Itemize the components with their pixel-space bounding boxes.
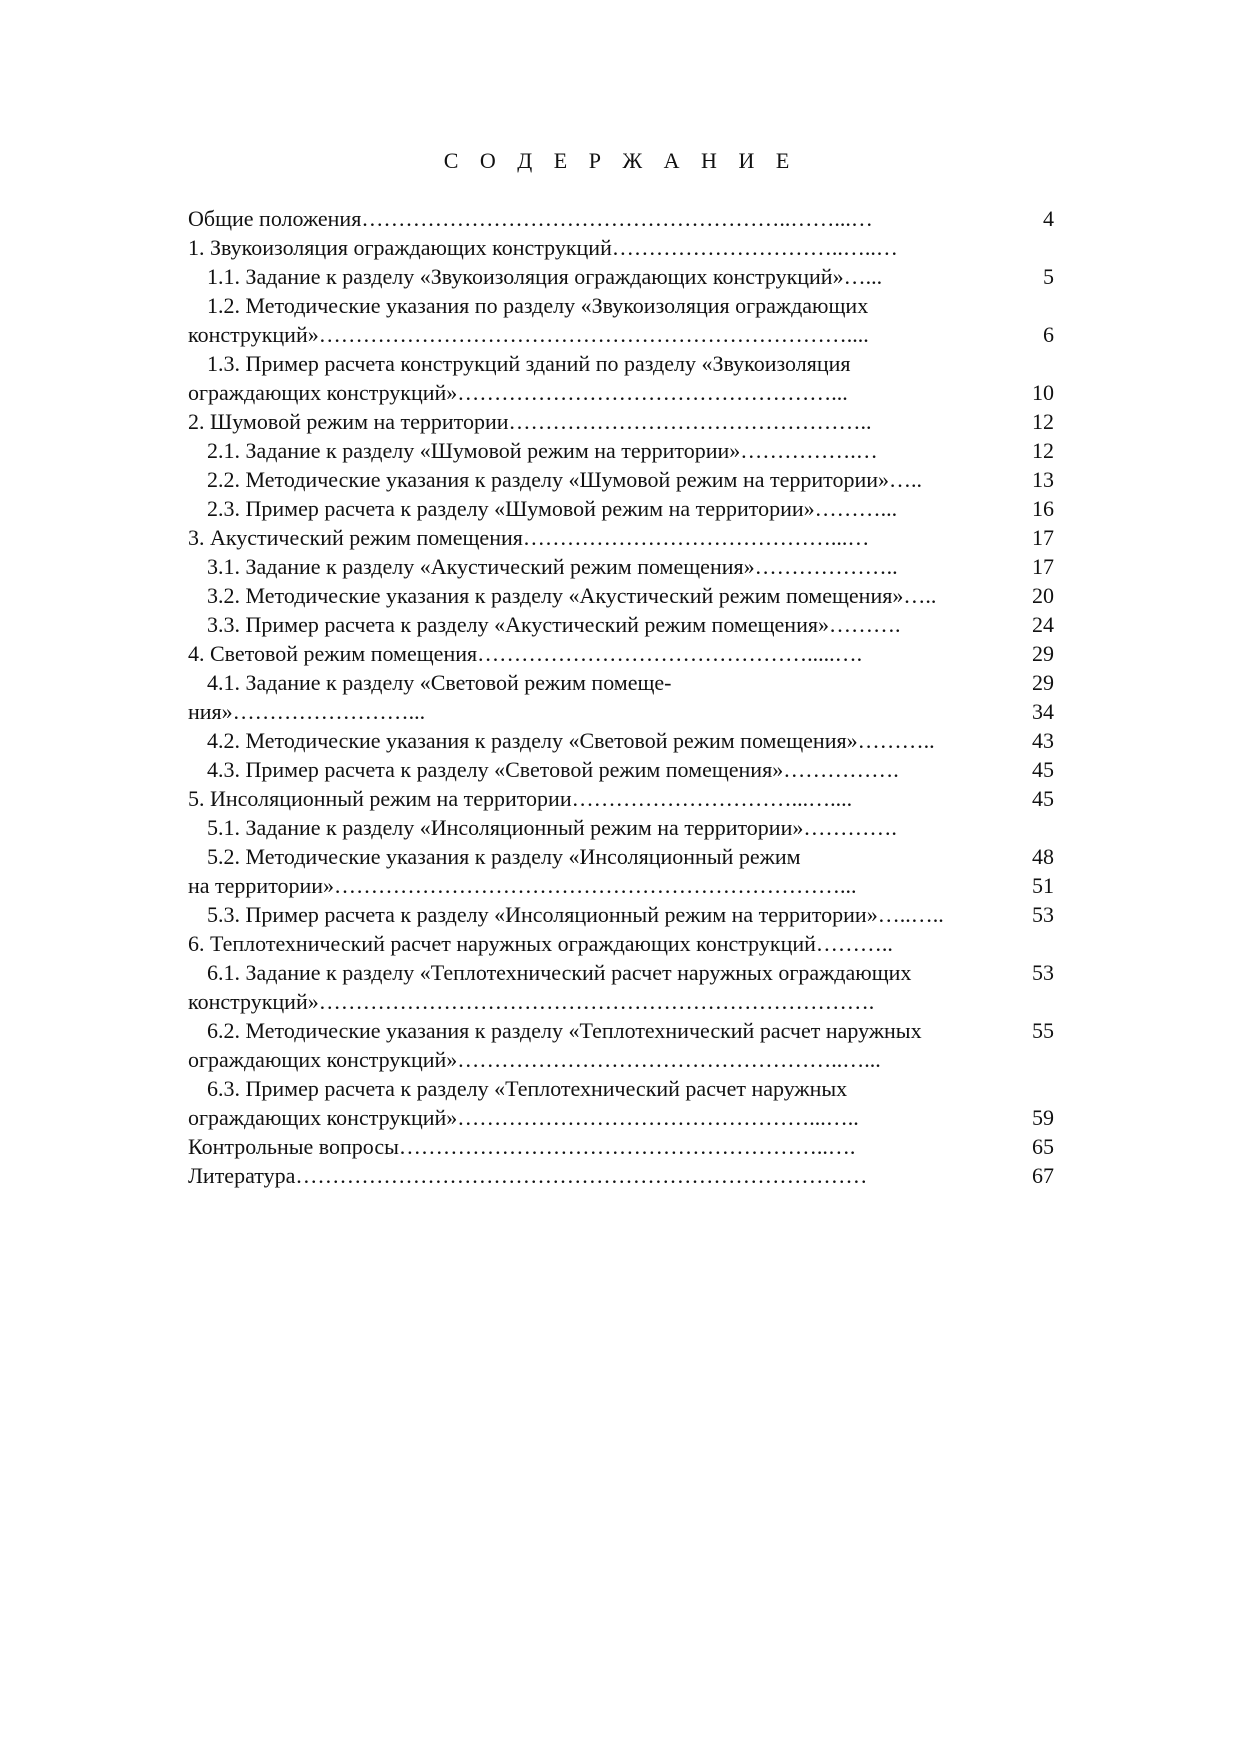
toc-entry-text: 4.2. Методические указания к разделу «Световой режим помещения»………..: [207, 728, 935, 753]
toc-entry-text: 4.3. Пример расчета к разделу «Световой режим помещения»…………….: [207, 757, 899, 782]
toc-entry: [188, 958, 1054, 987]
page-title: С О Д Е Р Ж А Н И Е: [443, 148, 798, 173]
toc-entry: [188, 436, 1054, 465]
toc-entry-page-number: 59: [1032, 1105, 1054, 1130]
toc-entry-text: 3.3. Пример расчета к разделу «Акустический режим помещения»……….: [207, 612, 901, 637]
toc-entry-text: конструкций»………………………………………………………………….: [188, 989, 875, 1014]
toc-entry: [188, 378, 1054, 407]
toc-entry-page-number: 17: [1032, 525, 1054, 550]
toc-entry-text: ограждающих конструкций»……………………………………………..…...: [188, 1047, 881, 1072]
toc-entry: [188, 349, 1054, 378]
toc-entry: [188, 929, 1054, 958]
toc-entry-text: 5. Инсоляционный режим на территории…………………………...…....: [188, 786, 853, 811]
toc-entry-text: 3.1. Задание к разделу «Акустический режим помещения»………………..: [207, 554, 898, 579]
toc-entry-text: ния»……………………...: [188, 699, 426, 724]
toc-entry-text: ограждающих конструкций»……………………………………………...: [188, 380, 848, 405]
toc-entry: [188, 233, 1054, 262]
table-of-contents: [188, 204, 1054, 1190]
toc-entry-page-number: 45: [1032, 786, 1054, 811]
toc-entry: [188, 900, 1054, 929]
toc-entry-text: 6.1. Задание к разделу «Теплотехнический расчет наружных ограждающих: [207, 960, 912, 985]
toc-entry-text: 5.2. Методические указания к разделу «Инсоляционный режим: [207, 844, 801, 869]
toc-entry: [188, 407, 1054, 436]
toc-entry: [188, 987, 1054, 1016]
toc-entry-text: Общие положения…………………………………………………..……...…: [188, 206, 873, 231]
toc-entry-page-number: 20: [1032, 583, 1054, 608]
toc-entry-text: Контрольные вопросы…………………………………………………..….: [188, 1134, 856, 1159]
toc-entry-text: Литература……………………………………………………………………: [188, 1163, 868, 1188]
toc-entry-page-number: 17: [1032, 554, 1054, 579]
toc-entry: [188, 1074, 1054, 1103]
toc-entry-text: конструкций»………………………………………………………………....: [188, 322, 869, 347]
toc-entry-text: 1. Звукоизоляция ограждающих конструкций…………………………..…..…: [188, 235, 898, 260]
toc-entry-text: на территории»……………………………………………………………...: [188, 873, 857, 898]
toc-entry: [188, 552, 1054, 581]
toc-entry-page-number: 5: [1043, 264, 1054, 289]
toc-entry-page-number: 4: [1043, 206, 1054, 231]
toc-entry-page-number: 29: [1032, 641, 1054, 666]
toc-entry: [188, 697, 1054, 726]
toc-entry: [188, 813, 1054, 842]
toc-entry-text: 5.3. Пример расчета к разделу «Инсоляционный режим на территории»…..…..: [207, 902, 944, 927]
toc-entry-page-number: 34: [1032, 699, 1054, 724]
toc-entry: [188, 494, 1054, 523]
toc-entry-page-number: 43: [1032, 728, 1054, 753]
toc-entry-page-number: 65: [1032, 1134, 1054, 1159]
toc-entry: [188, 668, 1054, 697]
toc-entry-page-number: 48: [1032, 844, 1054, 869]
toc-entry: [188, 639, 1054, 668]
toc-entry: [188, 784, 1054, 813]
toc-entry: [188, 204, 1054, 233]
toc-entry-page-number: 13: [1032, 467, 1054, 492]
toc-entry: [188, 1016, 1054, 1045]
toc-entry-page-number: 53: [1032, 902, 1054, 927]
toc-entry: [188, 842, 1054, 871]
toc-entry-page-number: 51: [1032, 873, 1054, 898]
toc-entry: [188, 871, 1054, 900]
toc-entry: [188, 1103, 1054, 1132]
toc-entry-text: 6. Теплотехнический расчет наружных ограждающих конструкций………..: [188, 931, 893, 956]
toc-entry-text: 1.3. Пример расчета конструкций зданий по разделу «Звукоизоляция: [207, 351, 851, 376]
toc-entry: [188, 291, 1054, 320]
toc-entry-text: 6.2. Методические указания к разделу «Теплотехнический расчет наружных: [207, 1018, 922, 1043]
toc-entry-text: 1.1. Задание к разделу «Звукоизоляция ограждающих конструкций»…...: [207, 264, 883, 289]
toc-entry-text: 4.1. Задание к разделу «Световой режим помеще-: [207, 670, 672, 695]
toc-entry: [188, 320, 1054, 349]
toc-entry-text: 2. Шумовой режим на территории…………………………………………..: [188, 409, 872, 434]
toc-entry: [188, 610, 1054, 639]
toc-entry-page-number: 24: [1032, 612, 1054, 637]
toc-entry-page-number: 12: [1032, 438, 1054, 463]
toc-entry-page-number: 10: [1032, 380, 1054, 405]
toc-entry: [188, 262, 1054, 291]
toc-entry: [188, 726, 1054, 755]
toc-entry-text: 2.3. Пример расчета к разделу «Шумовой режим на территории»………...: [207, 496, 898, 521]
toc-entry-page-number: 16: [1032, 496, 1054, 521]
toc-entry: [188, 581, 1054, 610]
toc-entry-text: 2.2. Методические указания к разделу «Шумовой режим на территории»…..: [207, 467, 923, 492]
toc-entry: [188, 465, 1054, 494]
toc-entry-page-number: 6: [1043, 322, 1054, 347]
toc-entry-page-number: 67: [1032, 1163, 1054, 1188]
toc-entry: [188, 1132, 1054, 1161]
toc-entry-page-number: 29: [1032, 670, 1054, 695]
toc-entry: [188, 755, 1054, 784]
toc-entry-text: 3.2. Методические указания к разделу «Акустический режим помещения»…..: [207, 583, 937, 608]
toc-entry-page-number: 55: [1032, 1018, 1054, 1043]
toc-entry-page-number: 45: [1032, 757, 1054, 782]
toc-entry-text: 3. Акустический режим помещения……………………………………...…: [188, 525, 870, 550]
toc-entry: [188, 1045, 1054, 1074]
toc-entry-text: 2.1. Задание к разделу «Шумовой режим на территории»…………….…: [207, 438, 878, 463]
toc-entry-text: 1.2. Методические указания по разделу «Звукоизоляция ограждающих: [207, 293, 869, 318]
toc-entry-text: 4. Световой режим помещения……………………………………….....….: [188, 641, 863, 666]
toc-entry-text: 5.1. Задание к разделу «Инсоляционный режим на территории»………….: [207, 815, 897, 840]
toc-entry-page-number: 12: [1032, 409, 1054, 434]
toc-entry-text: ограждающих конструкций»…………………………………………...…..: [188, 1105, 859, 1130]
toc-entry: [188, 1161, 1054, 1190]
toc-entry-page-number: 53: [1032, 960, 1054, 985]
toc-entry-text: 6.3. Пример расчета к разделу «Теплотехнический расчет наружных: [207, 1076, 848, 1101]
toc-entry: [188, 523, 1054, 552]
